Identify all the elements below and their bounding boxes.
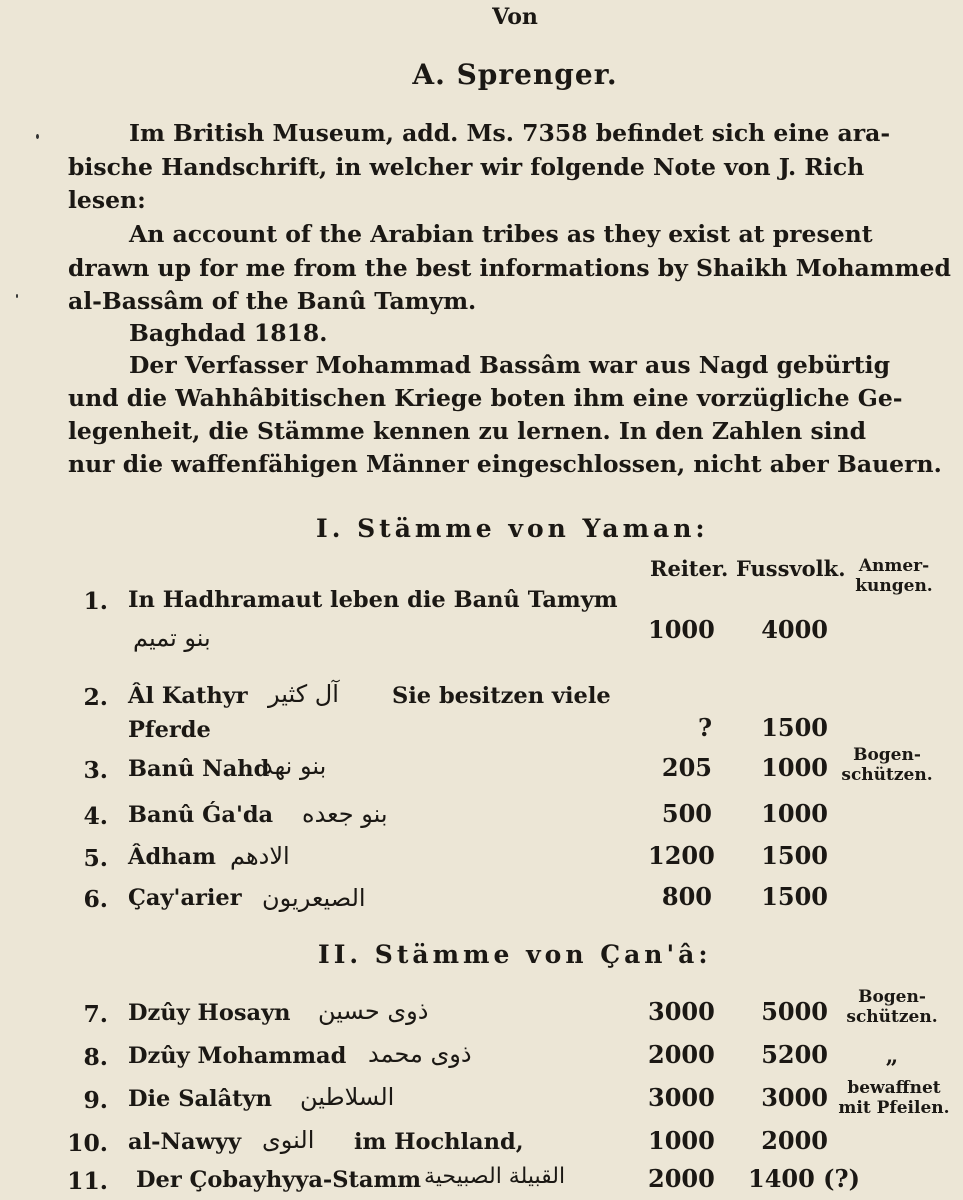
intro-line-6: al-Bassâm of the Banû Tamym.: [68, 287, 477, 315]
remark-line-1: bewaffnet: [847, 1078, 941, 1098]
entry-reiter: 2000: [648, 1040, 715, 1069]
anmerkungen-line-1: Anmer-: [858, 556, 930, 576]
intro-line-4: An account of the Arabian tribes as they exist at present: [129, 220, 873, 248]
entry-fussvolk: 5200: [761, 1040, 828, 1069]
entry-fussvolk: 2000: [761, 1126, 828, 1155]
remark-line-1: Bogen-: [853, 745, 921, 765]
entry-arabic: ذوى محمد: [368, 1040, 472, 1068]
entry-reiter: 205: [661, 753, 712, 782]
entry-arabic: القبيلة الصبيحية: [424, 1164, 566, 1189]
column-header-anmerkungen: [838, 556, 950, 596]
entry-reiter: 500: [661, 799, 712, 828]
entry-reiter: 2000: [648, 1164, 715, 1193]
entry-name: Banû Nahd: [128, 756, 270, 782]
column-header-fussvolk: Fussvolk.: [736, 556, 846, 581]
entry-remark: [832, 745, 942, 785]
intro-line-2: bische Handschrift, in welcher wir folgende Note von J. Rich: [68, 153, 865, 181]
entry-name: Banû Ǵa'da: [128, 802, 274, 828]
entry-fussvolk: 1500: [761, 713, 828, 742]
remark-line-1: Bogen-: [858, 987, 926, 1007]
entry-reiter: 3000: [648, 1083, 715, 1112]
entry-number: 4.: [83, 802, 108, 830]
entry-name: Âdham: [128, 844, 216, 870]
entry-note-inline: Sie besitzen viele: [392, 683, 611, 709]
intro-line-3: lesen:: [68, 186, 146, 214]
entry-number: 8.: [83, 1043, 108, 1071]
entry-number: 11.: [67, 1167, 108, 1195]
entry-number: 10.: [67, 1129, 108, 1157]
entry-name-continued: Pferde: [128, 717, 211, 743]
entry-fussvolk: 1000: [761, 799, 828, 828]
entry-fussvolk: 1400 (?): [748, 1164, 860, 1193]
byline-von: Von: [492, 4, 538, 30]
column-header-reiter: Reiter.: [650, 556, 729, 581]
entry-reiter: 1200: [648, 841, 715, 870]
entry-fussvolk: 5000: [761, 997, 828, 1026]
entry-name: Dzûy Mohammad: [128, 1043, 347, 1069]
anmerkungen-line-2: kungen.: [855, 576, 933, 596]
entry-name: Der Çobayhyya-Stamm: [136, 1167, 422, 1193]
entry-arabic: الادهم: [230, 842, 290, 870]
entry-arabic: بنو تميم: [133, 624, 211, 652]
entry-number: 5.: [83, 844, 108, 872]
section-heading-yaman: I. Stämme von Yaman:: [316, 514, 709, 543]
entry-note-inline: im Hochland,: [354, 1129, 524, 1155]
entry-number: 9.: [83, 1086, 108, 1114]
intro-line-11: nur die waffenfähigen Männer eingeschlossen, nicht aber Bauern.: [68, 450, 942, 478]
entry-reiter: 3000: [648, 997, 715, 1026]
remark-line-2: schützen.: [841, 765, 933, 785]
entry-number: 1.: [83, 587, 108, 615]
entry-name: Âl Kathyr: [128, 683, 248, 709]
entry-number: 6.: [83, 885, 108, 913]
remark-line-2: schützen.: [846, 1007, 938, 1027]
entry-fussvolk: 1500: [761, 882, 828, 911]
intro-line-9: und die Wahhâbitischen Kriege boten ihm eine vorzügliche Ge-: [68, 384, 903, 412]
entry-fussvolk: 1000: [761, 753, 828, 782]
remark-line-2: mit Pfeilen.: [838, 1098, 950, 1118]
entry-fussvolk: 1500: [761, 841, 828, 870]
entry-arabic: بنو جعده: [302, 800, 388, 828]
entry-fussvolk: 3000: [761, 1083, 828, 1112]
intro-line-8: Der Verfasser Mohammad Bassâm war aus Nagd gebürtig: [129, 351, 890, 379]
entry-number: 2.: [83, 683, 108, 711]
entry-reiter: ?: [697, 713, 712, 742]
entry-reiter: 1000: [648, 1126, 715, 1155]
entry-remark: [832, 1078, 956, 1118]
intro-line-7: Baghdad 1818.: [129, 319, 328, 347]
entry-arabic: بنو نهد: [262, 752, 327, 780]
intro-line-5: drawn up for me from the best informations by Shaikh Mohammed: [68, 254, 951, 282]
ink-speck: [16, 294, 18, 298]
intro-line-1: Im British Museum, add. Ms. 7358 befindet sich eine ara-: [129, 119, 891, 147]
entry-arabic: آل كثير: [268, 680, 339, 708]
entry-name: Die Salâtyn: [128, 1086, 272, 1112]
entry-name: Çay'arier: [128, 885, 242, 911]
entry-arabic: السلاطين: [300, 1083, 395, 1111]
entry-number: 3.: [83, 756, 108, 784]
entry-name: Dzûy Hosayn: [128, 1000, 291, 1026]
intro-line-10: legenheit, die Stämme kennen zu lernen. In den Zahlen sind: [68, 417, 867, 445]
entry-name: al-Nawyy: [128, 1129, 242, 1155]
entry-remark-ditto: „: [885, 1043, 899, 1069]
entry-fussvolk: 4000: [761, 615, 828, 644]
entry-arabic: الصيعريون: [262, 884, 366, 912]
entry-remark: [840, 987, 944, 1027]
ink-speck: [36, 134, 39, 139]
entry-reiter: 800: [661, 882, 712, 911]
entry-reiter: 1000: [648, 615, 715, 644]
entry-number: 7.: [83, 1000, 108, 1028]
author-name: A. Sprenger.: [412, 58, 618, 91]
entry-arabic: ذوى حسين: [318, 997, 429, 1025]
entry-arabic: النوى: [262, 1126, 315, 1154]
entry-name: In Hadhramaut leben die Banû Tamym: [128, 587, 618, 613]
section-heading-cana: II. Stämme von Çan'â:: [318, 940, 712, 969]
